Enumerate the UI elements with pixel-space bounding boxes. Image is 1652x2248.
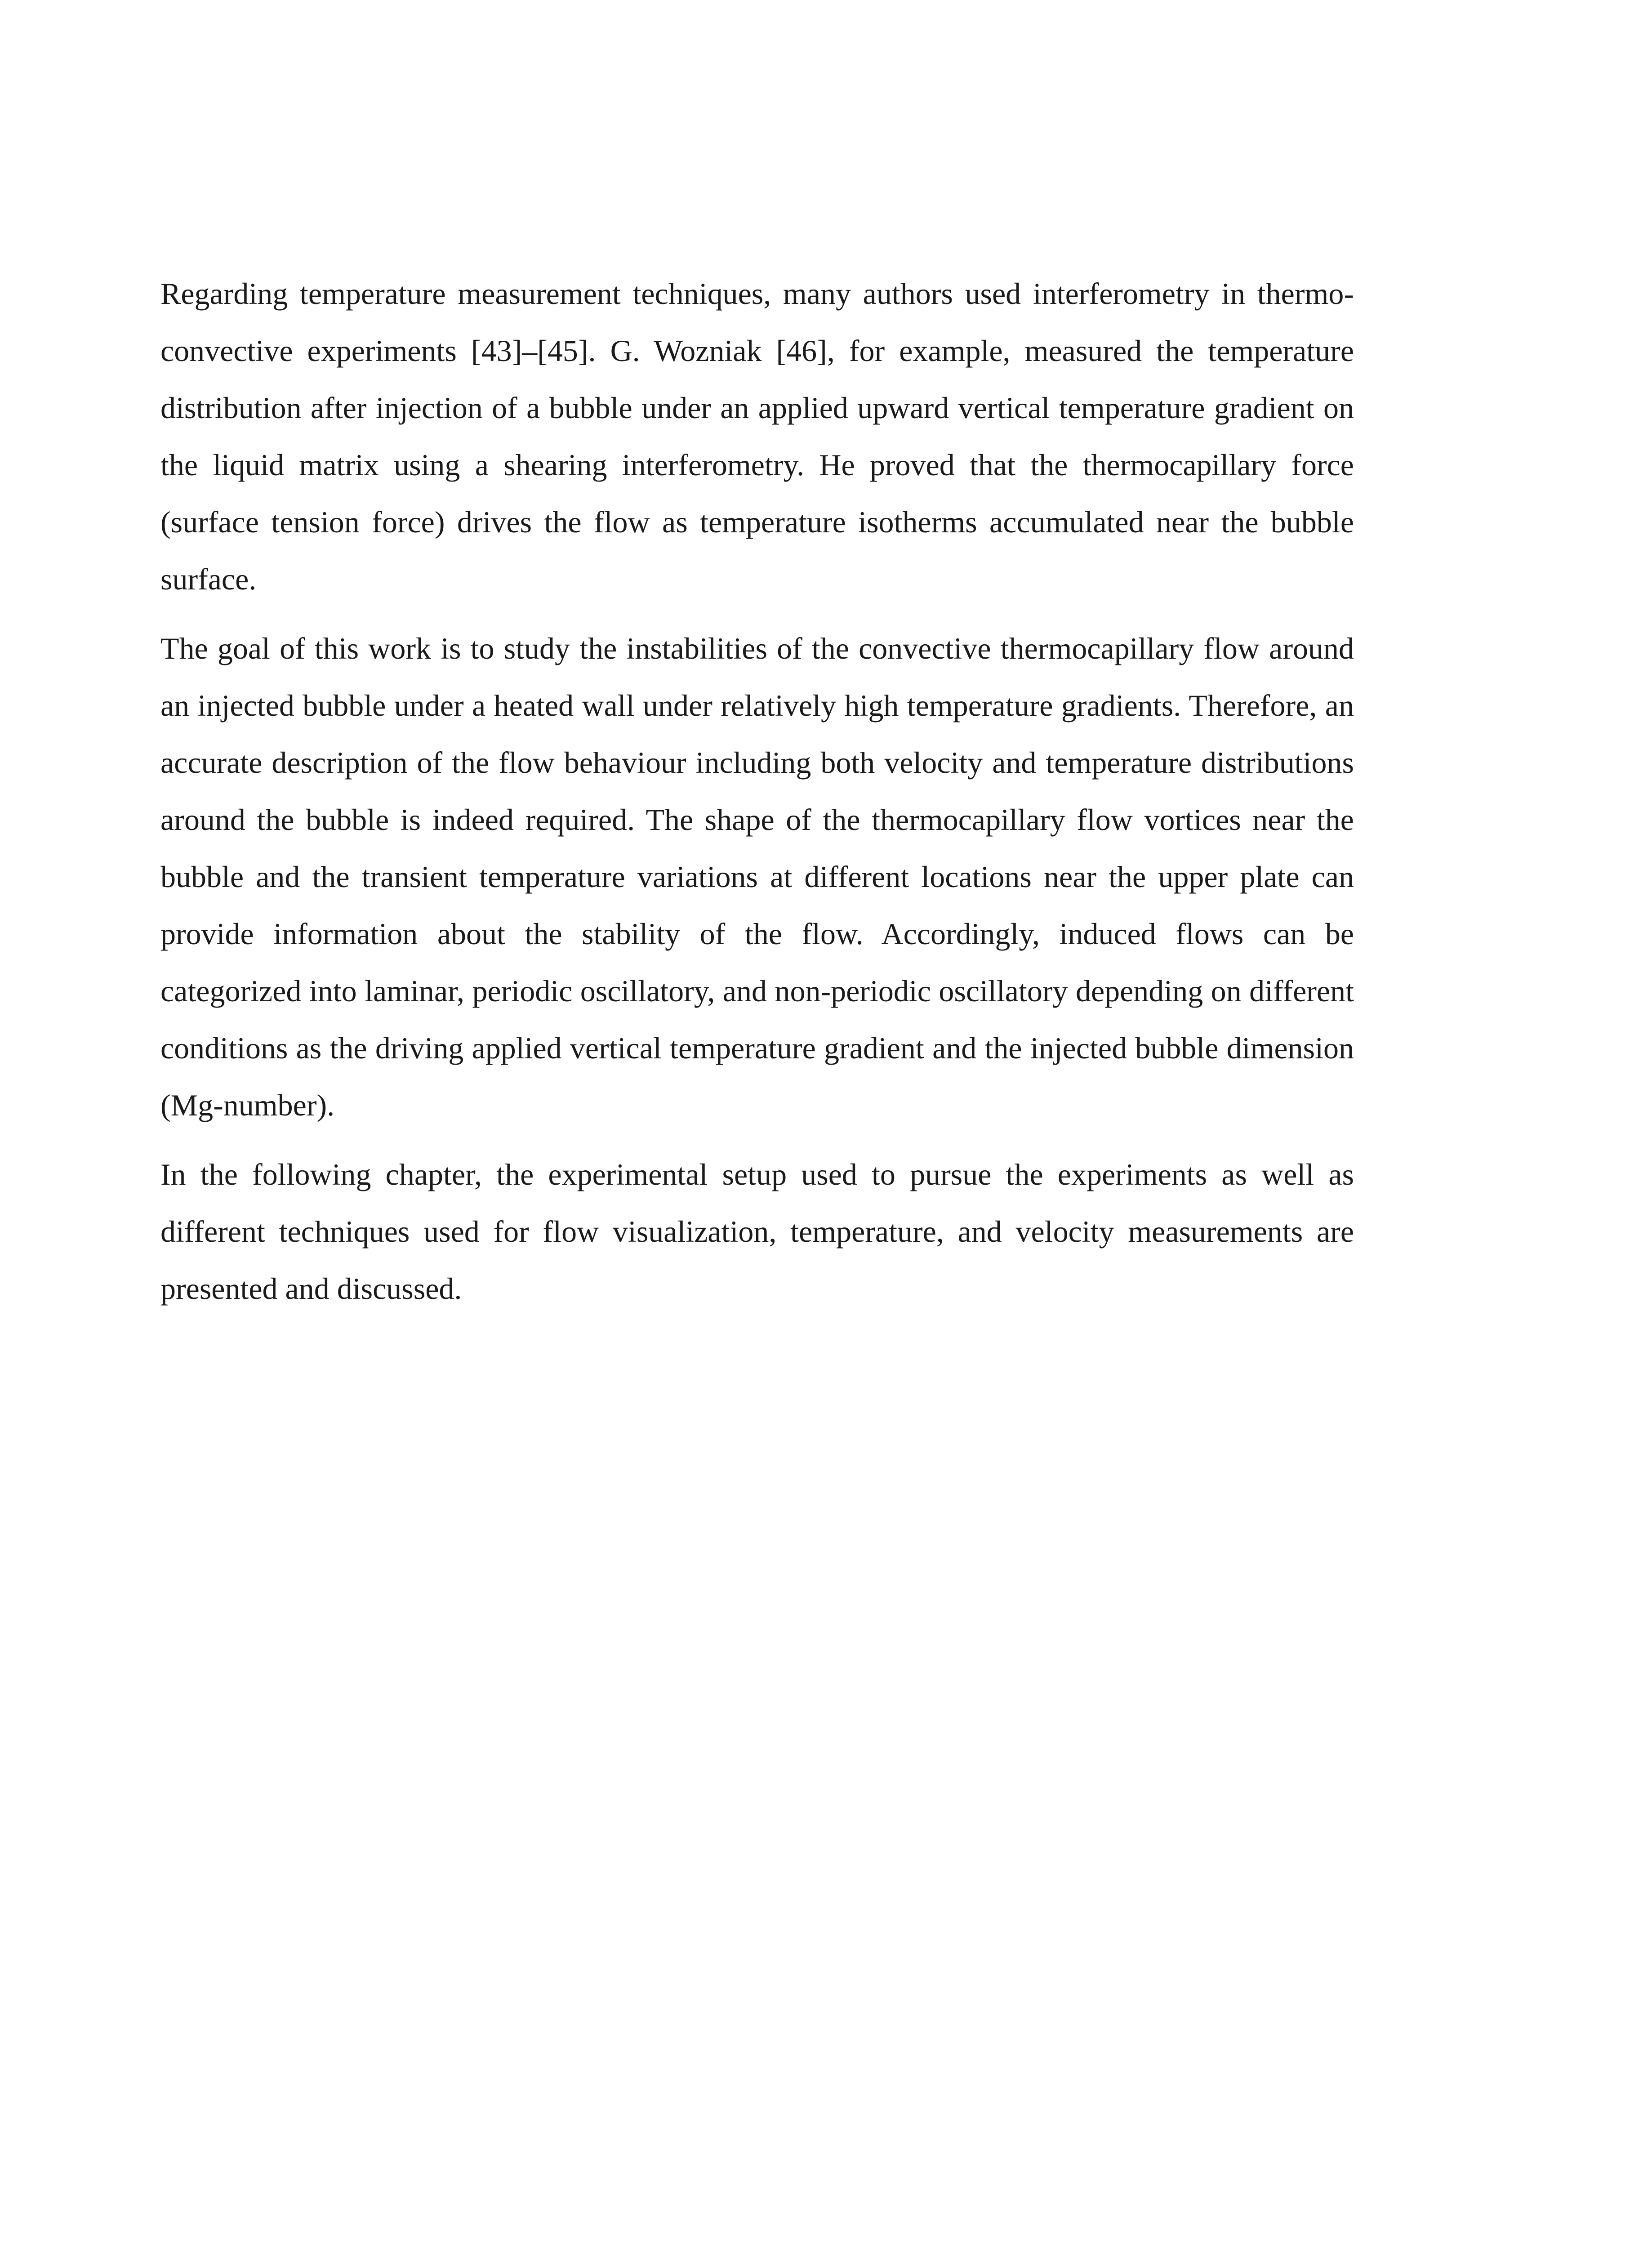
paragraph-following-chapter: In the following chapter, the experimental setup used to pursue the experiments as well as different techniques used for flow visualization, temperature, and velocity measurements are presented and discussed. xyxy=(160,1157,1354,1306)
body-text xyxy=(160,265,1354,1329)
paragraph-work-goal: The goal of this work is to study the instabilities of the convective thermocapillary flow around an injected bubble under a heated wall under relatively high temperature gradients. Therefore, an accurate description of the flow behaviour including both velocity and temperature distributions around the bubble is indeed required. The shape of the thermocapillary flow vortices near the bubble and the transient temperature variations at different locations near the upper plate can provide information about the stability of the flow. Accordingly, induced flows can be categorized into laminar, periodic oscillatory, and non-periodic oscillatory depending on different conditions as the driving applied vertical temperature gradient and the injected bubble dimension (Mg-number). xyxy=(160,631,1354,1122)
paragraph-temperature-measurement: Regarding temperature measurement techniques, many authors used interferometry in thermo-convective experiments [43]–[45]. G. Wozniak [46], for example, measured the temperature distribution after injection of a bubble under an applied upward vertical temperature gradient on the liquid matrix using a shearing interferometry. He proved that the thermocapillary force (surface tension force) drives the flow as temperature isotherms accumulated near the bubble surface. xyxy=(160,277,1354,596)
